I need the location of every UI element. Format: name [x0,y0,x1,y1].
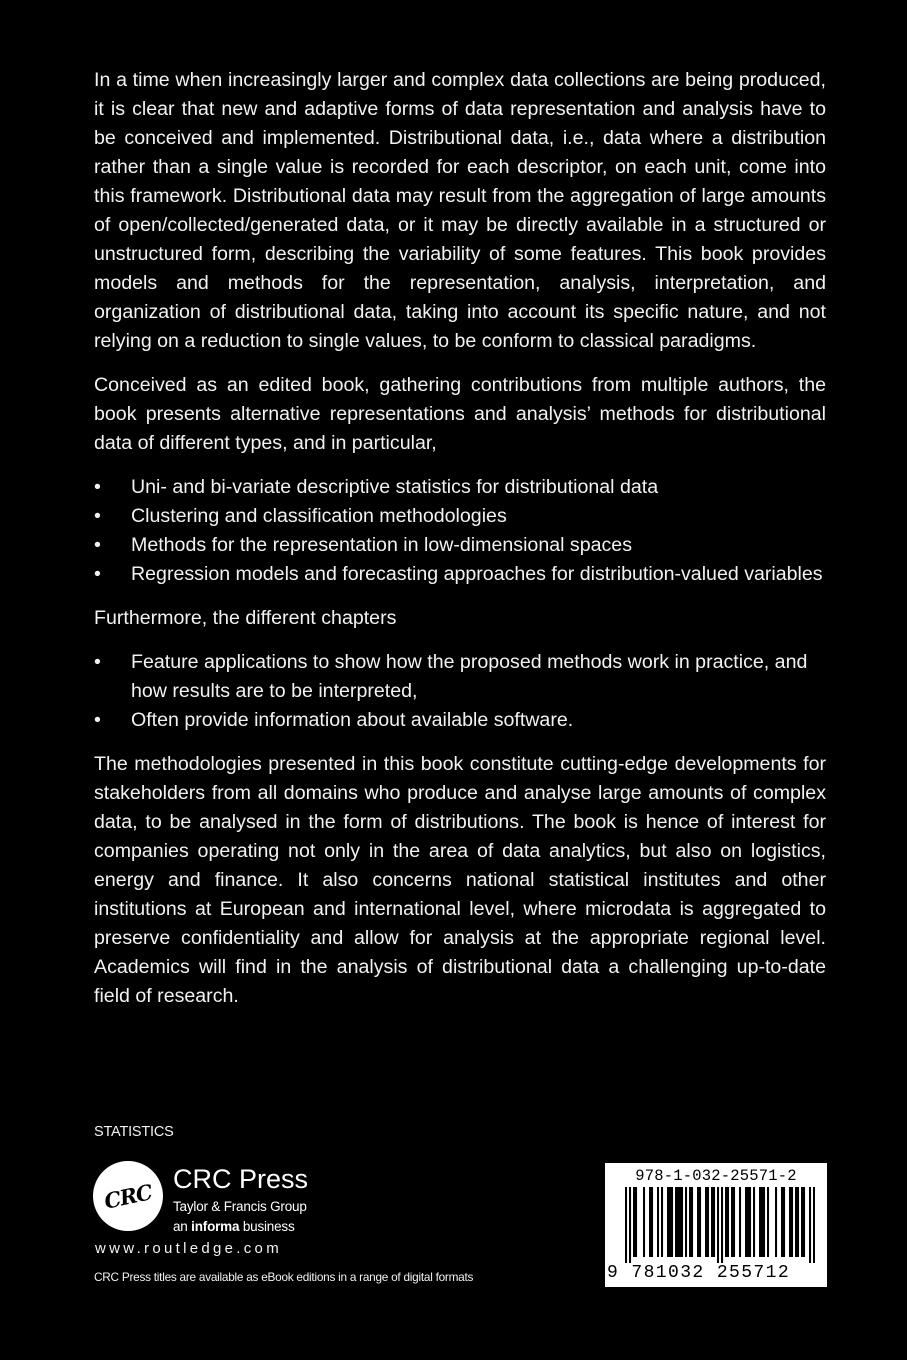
list-item: • Clustering and classification methodologies [94,502,826,531]
barcode-bar [697,1187,699,1257]
barcode-bar [629,1187,631,1263]
barcode-bar [739,1187,741,1257]
bullet-icon: • [94,505,101,527]
barcode-bar [635,1187,637,1257]
barcode-bar [649,1187,651,1257]
barcode-bar [721,1187,723,1263]
barcode-bar [809,1187,811,1263]
barcode-bar [761,1187,763,1257]
barcode-bar [749,1187,751,1257]
barcode-bar [747,1187,749,1257]
list-item: • Regression models and forecasting approaches for distribution-valued variables [94,560,826,589]
isbn-number: 978-1-032-25571-2 [635,1167,797,1185]
barcode-bar [753,1187,755,1257]
barcode-bars [625,1187,815,1263]
barcode-bar [691,1187,693,1257]
barcode-bar [661,1187,663,1257]
barcode-bar [763,1187,765,1257]
list-item: • Methods for the representation in low-dimensional spaces [94,531,826,560]
subject-category: STATISTICS [94,1124,174,1140]
publisher-url[interactable]: www.routledge.com [95,1240,282,1257]
publisher-group: Taylor & Francis Group [173,1199,307,1214]
ebook-note: CRC Press titles are available as eBook editions in a range of digital formats [94,1270,474,1284]
scope-paragraph: Conceived as an edited book, gathering contributions from multiple authors, the book presents alternative representations and analysis’ methods for distributional data of different types, and in particular, [94,374,826,454]
barcode-bar [667,1187,669,1257]
chapters-list [94,648,826,735]
bullet-icon: • [94,563,101,585]
barcode-bar [633,1187,635,1257]
barcode-bar [745,1187,747,1257]
topics-list [94,473,826,589]
barcode-bar [759,1187,761,1257]
publisher-parent: an informa business [173,1219,295,1234]
back-cover-text [94,66,826,1026]
barcode-bar [803,1187,805,1257]
barcode-bar [643,1187,645,1257]
barcode-bar [795,1187,797,1257]
barcode-bar [791,1187,793,1257]
isbn-barcode [604,1162,828,1288]
barcode-bar [781,1187,783,1257]
barcode-bar [775,1187,777,1257]
barcode-bar [727,1187,729,1257]
bullet-icon: • [94,476,101,498]
barcode-bar [707,1187,709,1257]
barcode-bar [669,1187,671,1257]
barcode-bar [767,1187,769,1257]
barcode-bar [679,1187,681,1257]
barcode-bar [675,1187,677,1257]
barcode-bar [671,1187,673,1257]
bullet-icon: • [94,709,101,731]
barcode-bar [625,1187,627,1263]
crc-logo-text: CRC [101,1178,155,1214]
chapters-intro: Furthermore, the different chapters [94,607,397,629]
barcode-bar [717,1187,719,1263]
barcode-bar [789,1187,791,1257]
intro-paragraph: In a time when increasingly larger and complex data collections are being produced, it is clear that new and adaptive forms of data representation and analysis have to be conceived and implemented. Distributional data, i.e., data where a distribution rather than a single value is recorded for each descriptor, on each unit, come into this framework. Distributional data may result from the aggregation of large amounts of open/collected/generated data, or it may be directly available in a structured or unstructured form, describing the variability of some features. This book provides models and methods for the representation, analysis, interpretation, and organization of distributional data, taking into account its specific nature, and not relying on a reduction to single values, to be conform to classical paradigms. [94,69,826,352]
barcode-bar [699,1187,701,1257]
barcode-bar [681,1187,683,1257]
barcode-bar [713,1187,715,1257]
barcode-bar [797,1187,799,1257]
audience-paragraph: The methodologies presented in this book constitute cutting-edge developments for stakeholders from all domains who produce and analyse large amounts of complex data, to be analysed in the form of distributions. The book is hence of interest for companies operating not only in the area of data analytics, but also on logistics, energy and finance. It also concerns national statistical institutes and other institutions at European and international level, where microdata is aggregated to preserve confidentiality and allow for analysis at the appropriate regional level. Academics will find in the analysis of distributional data a challenging up-to-date field of research. [94,753,826,1007]
bullet-icon: • [94,651,101,673]
barcode-bar [813,1187,815,1263]
list-item: • Often provide information about available software. [94,706,826,735]
barcode-bar [783,1187,785,1257]
bullet-icon: • [94,534,101,556]
crc-logo-icon [93,1161,163,1231]
list-item: • Uni- and bi-variate descriptive statistics for distributional data [94,473,826,502]
barcode-bar [677,1187,679,1257]
barcode-bar [711,1187,713,1257]
barcode-bar [733,1187,735,1257]
barcode-bar [685,1187,687,1257]
barcode-bar [725,1187,727,1257]
publisher-name: CRC Press [173,1164,309,1194]
list-item: • Feature applications to show how the proposed methods work in practice, and how results are to be interpreted, [94,648,826,706]
barcode-bar [651,1187,653,1257]
barcode-bar [705,1187,707,1257]
barcode-bar [801,1187,803,1257]
barcode-bar [731,1187,733,1257]
barcode-bar [689,1187,691,1257]
barcode-digits: 9 781032 255712 [607,1263,791,1283]
barcode-bar [657,1187,659,1257]
